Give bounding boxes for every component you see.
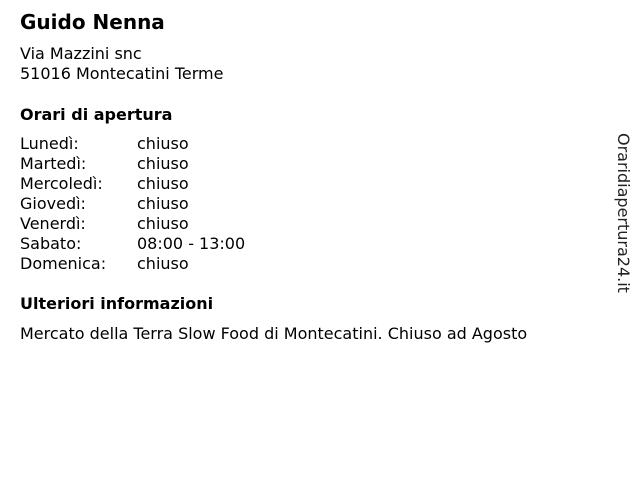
hours-row xyxy=(20,154,340,174)
hours-time: chiuso xyxy=(137,174,189,193)
hours-day: Giovedì: xyxy=(20,194,86,213)
hours-time: chiuso xyxy=(137,134,189,153)
address-city: 51016 Montecatini Terme xyxy=(20,64,224,83)
address-street: Via Mazzini snc xyxy=(20,44,142,63)
hours-table xyxy=(20,134,340,274)
hours-row xyxy=(20,254,340,274)
hours-time: chiuso xyxy=(137,254,189,273)
hours-row xyxy=(20,174,340,194)
hours-time: 08:00 - 13:00 xyxy=(137,234,246,253)
hours-time: chiuso xyxy=(137,194,189,213)
hours-day: Martedì: xyxy=(20,154,87,173)
hours-time: chiuso xyxy=(137,214,189,233)
hours-day: Domenica: xyxy=(20,254,107,273)
hours-day: Mercoledì: xyxy=(20,174,103,193)
address xyxy=(20,44,223,84)
hours-day: Sabato: xyxy=(20,234,82,253)
hours-day: Venerdì: xyxy=(20,214,86,233)
watermark xyxy=(614,133,640,313)
hours-row xyxy=(20,214,340,234)
info-text: Mercato della Terra Slow Food di Montecatini. Chiuso ad Agosto xyxy=(20,324,528,343)
hours-day: Lunedì: xyxy=(20,134,79,153)
watermark-text: Oraridiapertura24.it xyxy=(614,133,633,293)
hours-row xyxy=(20,134,340,154)
info-title: Ulteriori informazioni xyxy=(20,294,214,313)
business-name: Guido Nenna xyxy=(20,10,165,34)
hours-title: Orari di apertura xyxy=(20,105,173,124)
hours-time: chiuso xyxy=(137,154,189,173)
hours-row xyxy=(20,234,340,254)
hours-row xyxy=(20,194,340,214)
